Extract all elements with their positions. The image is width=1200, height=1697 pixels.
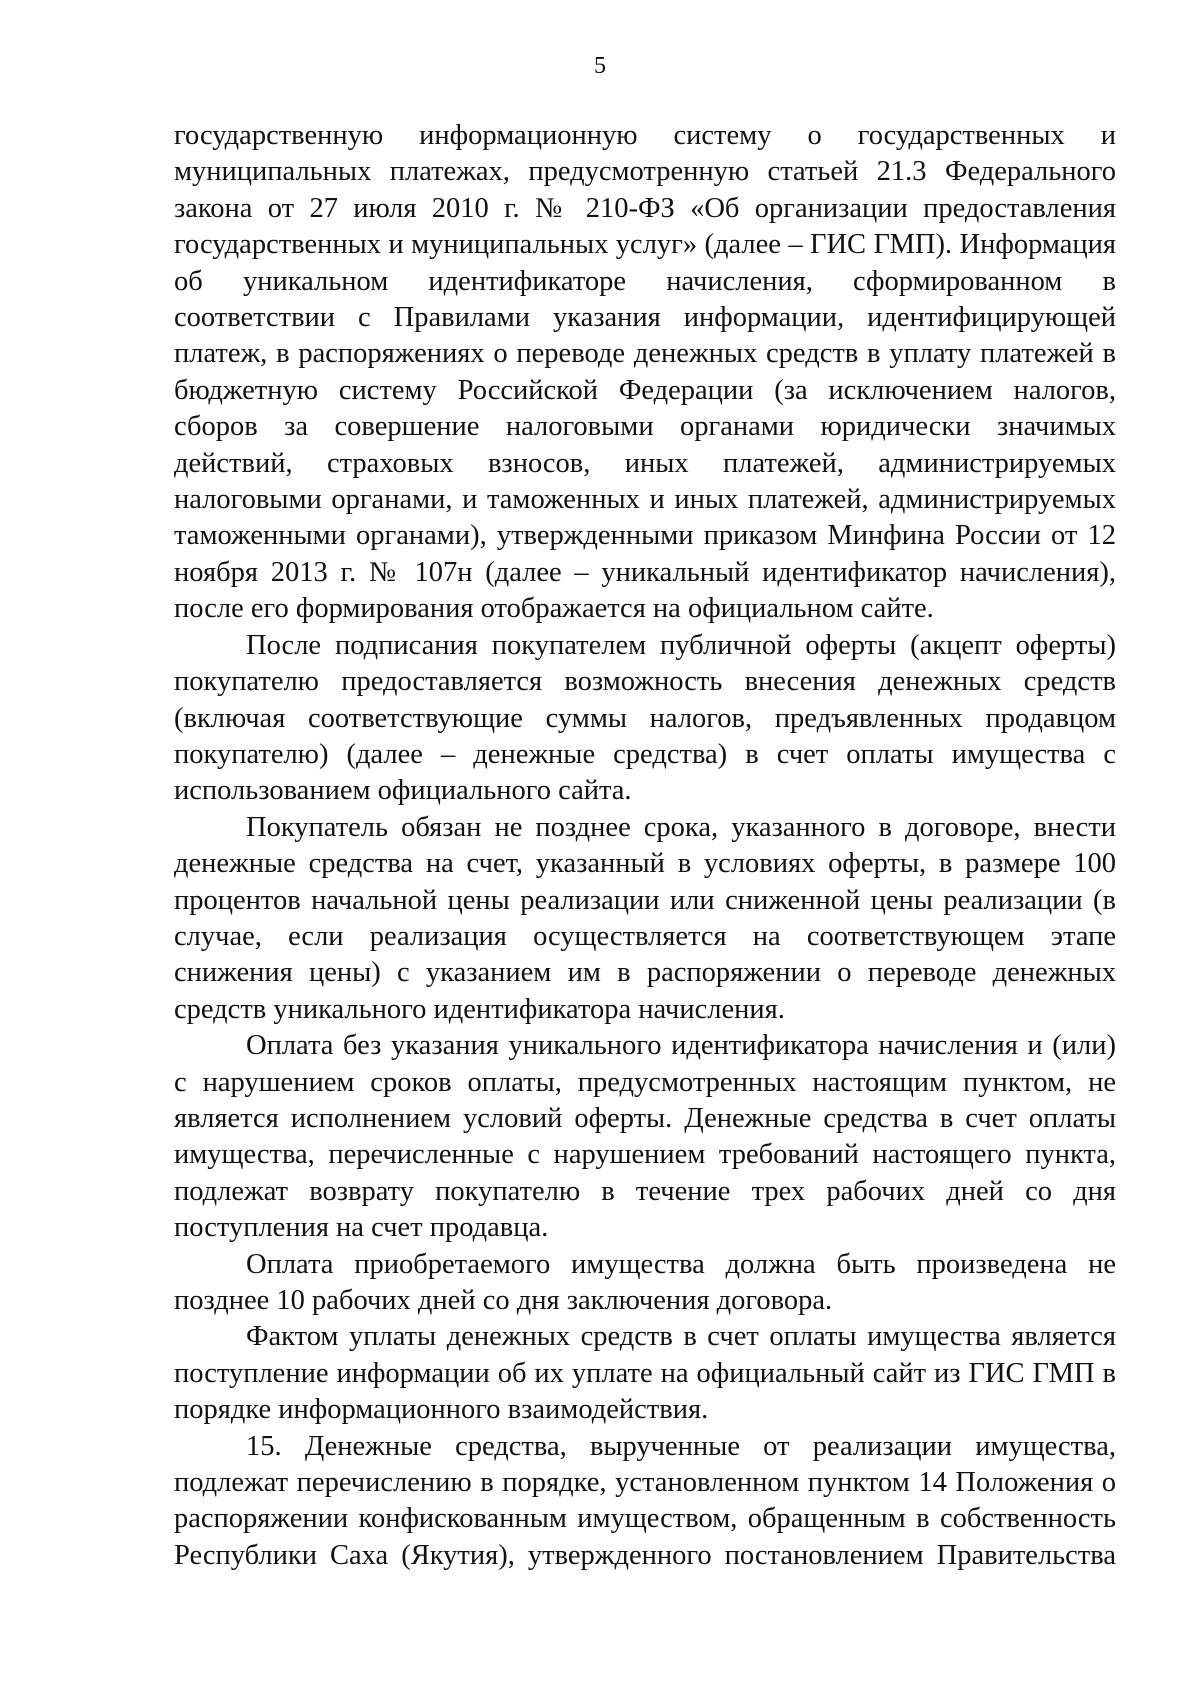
page-number: 5 [594,53,606,79]
paragraph-buyer-obligation: Покупатель обязан не позднее срока, указанного в договоре, внести денежные средства на счет, указанный в условиях оферты, в размере 100 процентов начальной цены реализации или сниженной цены реализации (в случае, если реализация осуществляется на соответствующем этапе снижения цены) с указанием им в распоряжении о переводе денежных средств уникального идентификатора начисления. [174,811,1116,1025]
paragraph-payment-fact: Фактом уплаты денежных средств в счет оплаты имущества является поступление информации об их уплате на официальный сайт из ГИС ГМП в порядке информационного взаимодействия. [174,1321,1116,1426]
paragraph-item-15: 15. Денежные средства, вырученные от реализации имущества, подлежат перечислению в порядке, установленном пунктом 14 Положения о распоряжении конфискованным имуществом, обращенным в собственность Республики Саха (Якутия), утвержденного постановлением Правительства [174,1430,1116,1571]
document-body [174,118,1116,1574]
paragraph-payment-violation: Оплата без указания уникального идентификатора начисления и (или) с нарушением сроков оплаты, предусмотренных настоящим пунктом, не является исполнением условий оферты. Денежные средства в счет оплаты имущества, перечисленные с нарушением требований настоящего пункта, подлежат возврату покупателю в течение трех рабочих дней со дня поступления на счет продавца. [174,1030,1116,1244]
paragraph-payment-deadline: Оплата приобретаемого имущества должна быть произведена не позднее 10 рабочих дней со дня заключения договора. [174,1248,1116,1316]
paragraph-public-offer: После подписания покупателем публичной оферты (акцепт оферты) покупателю предоставляется возможность внесения денежных средств (включая соответствующие суммы налогов, предъявленных продавцом покупателю) (далее – денежные средства) в счет оплаты имущества с использованием официального сайта. [174,629,1116,807]
paragraph-continuation: государственную информационную систему о государственных и муниципальных платежах, предусмотренную статьей 21.3 Федерального закона от 27 июля 2010 г. № 210-ФЗ «Об организации предоставления государственных и муниципальных услуг» (далее – ГИС ГМП). Информация об уникальном идентификаторе начисления, сформированном в соответствии с Правилами указания информации, идентифицирующей платеж, в распоряжениях о переводе денежных средств в уплату платежей в бюджетную систему Российской Федерации (за исключением налогов, сборов за совершение налоговыми органами юридически значимых действий, страховых взносов, иных платежей, администрируемых налоговыми органами, и таможенных и иных платежей, администрируемых таможенными органами), утвержденными приказом Минфина России от 12 ноября 2013 г. № 107н (далее – уникальный идентификатор начисления), после его формирования отображается на официальном сайте. [174,120,1116,625]
